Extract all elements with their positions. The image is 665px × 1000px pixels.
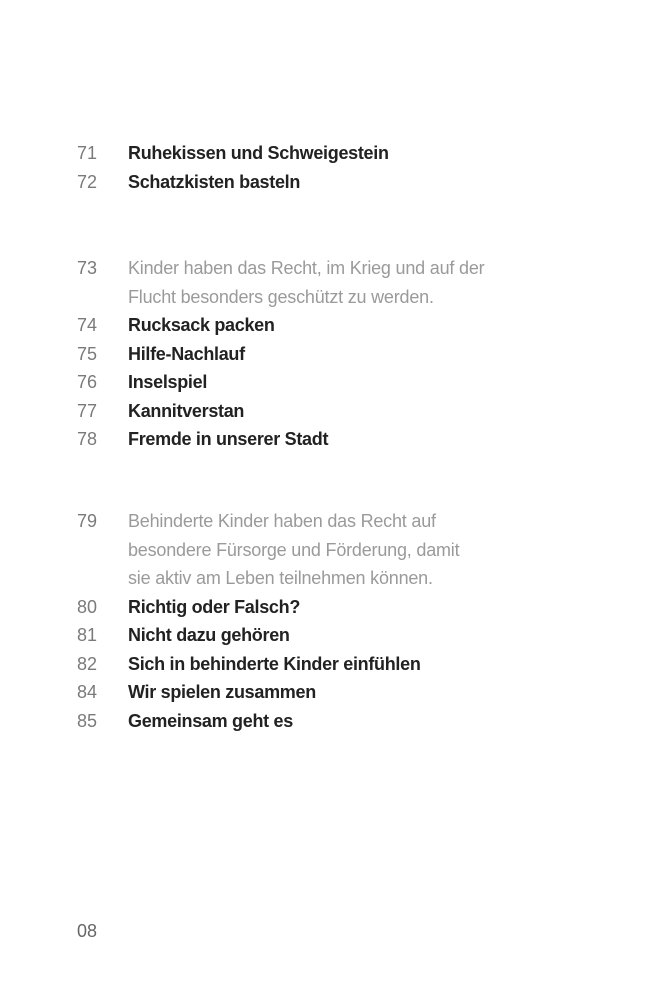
entry-title: Schatzkisten basteln — [128, 171, 301, 192]
entry-page: 81 — [77, 625, 98, 645]
toc-section-2 — [77, 254, 597, 454]
toc-entry[interactable] — [77, 368, 597, 397]
toc-entry[interactable] — [77, 593, 597, 622]
note-line: Kinder haben das Recht, im Krieg und auf der — [128, 258, 485, 278]
note-page: 79 — [77, 511, 98, 531]
toc-entry[interactable] — [77, 678, 597, 707]
entry-page: 77 — [77, 400, 98, 421]
note-line: Behinderte Kinder haben das Recht auf — [128, 511, 436, 531]
entry-title: Sich in behinderte Kinder einfühlen — [128, 653, 421, 674]
entry-title: Gemeinsam geht es — [128, 710, 293, 731]
toc-entry[interactable] — [77, 168, 597, 197]
entry-page: 71 — [77, 143, 98, 163]
entry-page: 72 — [77, 171, 98, 192]
entry-title: Hilfe-Nachlauf — [128, 343, 245, 364]
section-note — [77, 564, 597, 593]
entry-page: 78 — [77, 429, 98, 449]
note-line: besondere Fürsorge und Förderung, damit — [128, 539, 460, 560]
toc-entry[interactable] — [77, 621, 597, 650]
section-note — [77, 507, 597, 536]
section-note — [77, 283, 597, 312]
entry-page: 75 — [77, 343, 98, 364]
section-note — [77, 536, 597, 565]
note-line: Flucht besonders geschützt zu werden. — [128, 286, 434, 307]
entry-title: Rucksack packen — [128, 315, 275, 335]
entry-title: Wir spielen zusammen — [128, 682, 316, 702]
entry-title: Fremde in unserer Stadt — [128, 429, 329, 449]
toc-entry[interactable] — [77, 139, 597, 168]
toc-entry[interactable] — [77, 707, 597, 736]
note-page: 73 — [77, 258, 98, 278]
page-number: 08 — [77, 921, 98, 941]
entry-title: Ruhekissen und Schweigestein — [128, 143, 389, 163]
toc-section-3 — [77, 507, 597, 735]
toc-entry[interactable] — [77, 650, 597, 679]
entry-title: Richtig oder Falsch? — [128, 596, 301, 617]
entry-title: Nicht dazu gehören — [128, 625, 290, 645]
note-line: sie aktiv am Leben teilnehmen können. — [128, 568, 433, 588]
entry-title: Kannitverstan — [128, 400, 245, 421]
entry-page: 80 — [77, 596, 98, 617]
toc-entry[interactable] — [77, 340, 597, 369]
toc-entry[interactable] — [77, 425, 597, 454]
entry-page: 85 — [77, 710, 98, 731]
toc-entry[interactable] — [77, 311, 597, 340]
entry-page: 84 — [77, 682, 98, 702]
toc-section-1 — [77, 139, 597, 196]
entry-title: Inselspiel — [128, 372, 208, 392]
entry-page: 82 — [77, 653, 98, 674]
toc-entry[interactable] — [77, 397, 597, 426]
entry-page: 76 — [77, 372, 98, 392]
section-note — [77, 254, 597, 283]
entry-page: 74 — [77, 315, 98, 335]
